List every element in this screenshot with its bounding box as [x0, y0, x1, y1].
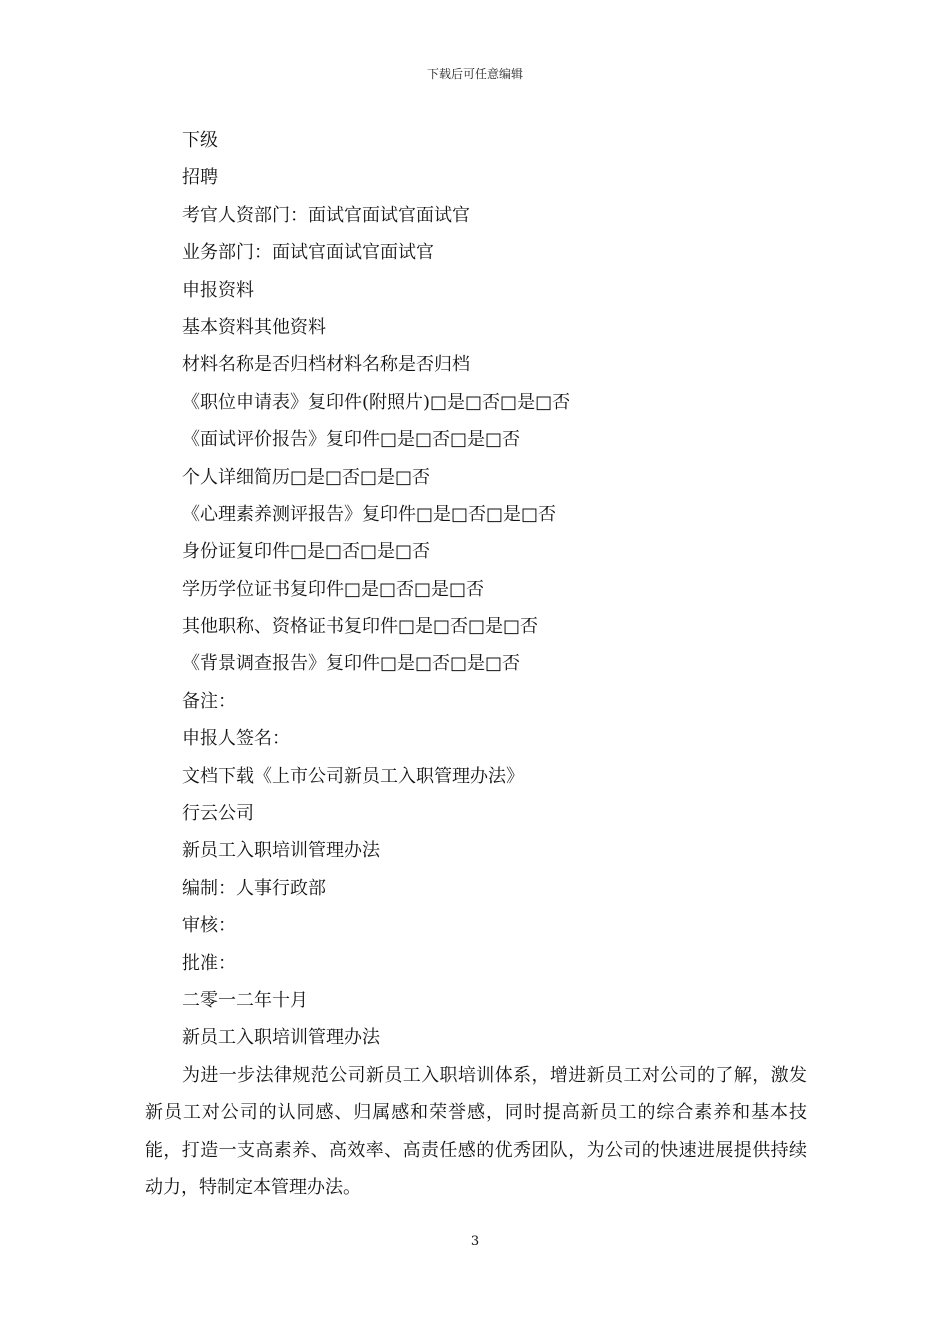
- text-line: 业务部门：面试官面试官面试官: [182, 242, 434, 264]
- text-line: 批准：: [182, 952, 236, 974]
- page-number: 3: [470, 1234, 480, 1249]
- text-line: 身份证复印件□是□否□是□否: [182, 541, 431, 563]
- text-line: 学历学位证书复印件□是□否□是□否: [182, 578, 485, 600]
- text-line: 下级: [182, 130, 218, 151]
- text-line: 行云公司: [182, 803, 254, 825]
- text-line: 新员工入职培训管理办法: [182, 840, 380, 862]
- text-line: 申报资料: [182, 279, 254, 301]
- text-line: 《职位申请表》复印件(附照片)□是□否□是□否: [182, 391, 571, 413]
- text-line: 二零一二年十月: [182, 989, 308, 1011]
- text-line: 文档下载《上市公司新员工入职管理办法》: [182, 765, 524, 787]
- text-line: 《面试评价报告》复印件□是□否□是□否: [182, 429, 521, 451]
- text-line: 考官人资部门：面试官面试官面试官: [182, 204, 470, 226]
- text-line: 其他职称、资格证书复印件□是□否□是□否: [182, 616, 539, 638]
- text-line: 个人详细简历□是□否□是□否: [182, 466, 431, 488]
- body-paragraph: 为进一步法律规范公司新员工入职培训体系，增进新员工对公司的了解，激发新员工对公司的认同感、归属感和荣誉感，同时提高新员工的综合素养和基本技能，打造一支高素养、高效率、高责任感的优秀团队，为公司的快速进展提供持续动力，特制定本管理办法。: [145, 1064, 807, 1198]
- text-line: 《背景调查报告》复印件□是□否□是□否: [182, 653, 521, 675]
- text-line: 编制：人事行政部: [182, 877, 326, 899]
- text-line: 基本资料其他资料: [182, 316, 326, 338]
- page-header: 下载后可任意编辑: [426, 67, 523, 81]
- text-line: 审核：: [182, 915, 236, 937]
- text-line: 新员工入职培训管理办法: [182, 1027, 380, 1049]
- text-line: 备注：: [182, 690, 236, 712]
- text-line: 招聘: [182, 167, 218, 189]
- text-line: 材料名称是否归档材料名称是否归档: [182, 354, 470, 376]
- text-line: 《心理素养测评报告》复印件□是□否□是□否: [182, 503, 557, 525]
- text-line: 申报人签名：: [182, 728, 290, 750]
- document-body: [145, 122, 807, 1206]
